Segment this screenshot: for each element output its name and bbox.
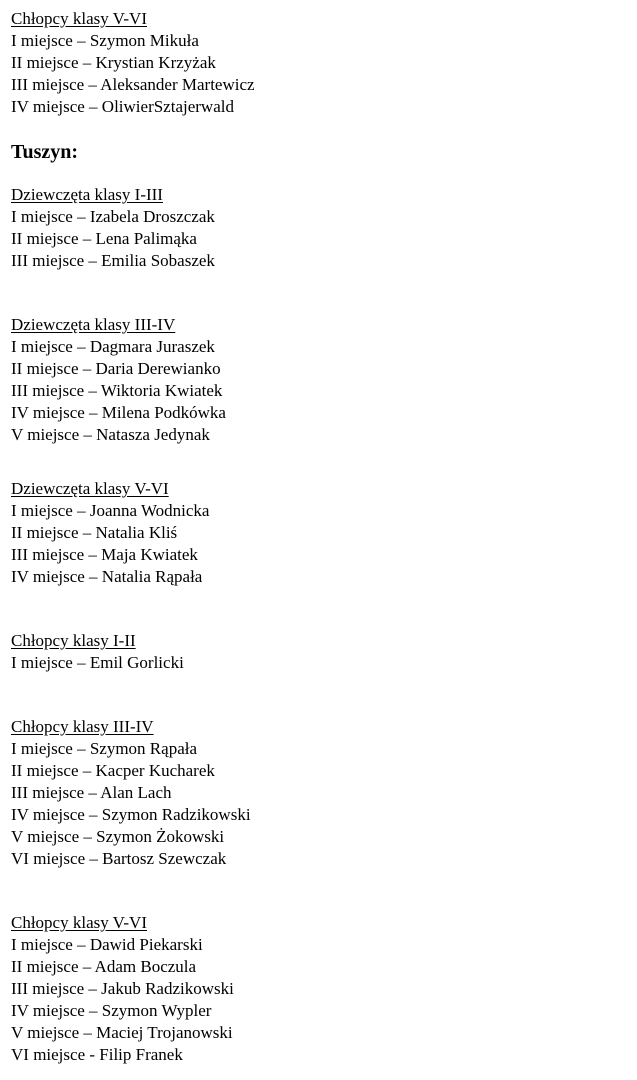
list-item: I miejsce – Joanna Wodnicka: [11, 501, 210, 520]
list-item: V miejsce – Szymon Żokowski: [11, 827, 225, 846]
list-item: I miejsce – Szymon Mikuła: [11, 31, 199, 50]
list-item: VI miejsce - Filip Franek: [11, 1045, 183, 1064]
list-item: II miejsce – Lena Palimąka: [11, 229, 197, 248]
list-item: I miejsce – Emil Gorlicki: [11, 653, 184, 672]
section-heading: Chłopcy klasy V-VI: [11, 9, 147, 28]
section-heading: Dziewczęta klasy V-VI: [11, 479, 169, 498]
list-item: II miejsce – Adam Boczula: [11, 957, 197, 976]
list-item: I miejsce – Dagmara Juraszek: [11, 337, 215, 356]
section-heading: Dziewczęta klasy I-III: [11, 185, 163, 204]
list-item: II miejsce – Daria Derewianko: [11, 359, 221, 378]
section-heading: Chłopcy klasy III-IV: [11, 717, 154, 736]
list-item: III miejsce – Maja Kwiatek: [11, 545, 198, 564]
section-heading: Dziewczęta klasy III-IV: [11, 315, 176, 334]
list-item: IV miejsce – Szymon Wypler: [11, 1001, 212, 1020]
list-item: III miejsce – Emilia Sobaszek: [11, 251, 215, 270]
list-item: IV miejsce – OliwierSztajerwald: [11, 97, 234, 116]
list-item: IV miejsce – Szymon Radzikowski: [11, 805, 251, 824]
list-item: II miejsce – Kacper Kucharek: [11, 761, 215, 780]
list-item: I miejsce – Szymon Rąpała: [11, 739, 198, 758]
list-item: III miejsce – Wiktoria Kwiatek: [11, 381, 223, 400]
list-item: IV miejsce – Milena Podkówka: [11, 403, 226, 422]
list-item: III miejsce – Aleksander Martewicz: [11, 75, 255, 94]
list-item: VI miejsce – Bartosz Szewczak: [11, 849, 227, 868]
list-item: I miejsce – Dawid Piekarski: [11, 935, 203, 954]
list-item: V miejsce – Natasza Jedynak: [11, 425, 210, 444]
list-item: V miejsce – Maciej Trojanowski: [11, 1023, 233, 1042]
list-item: III miejsce – Alan Lach: [11, 783, 172, 802]
section-heading: Chłopcy klasy I-II: [11, 631, 136, 650]
town-heading: Tuszyn:: [11, 141, 79, 163]
section-heading: Chłopcy klasy V-VI: [11, 913, 147, 932]
list-item: II miejsce – Krystian Krzyżak: [11, 53, 216, 72]
list-item: IV miejsce – Natalia Rąpała: [11, 567, 203, 586]
list-item: I miejsce – Izabela Droszczak: [11, 207, 215, 226]
list-item: II miejsce – Natalia Kliś: [11, 523, 178, 542]
list-item: III miejsce – Jakub Radzikowski: [11, 979, 234, 998]
